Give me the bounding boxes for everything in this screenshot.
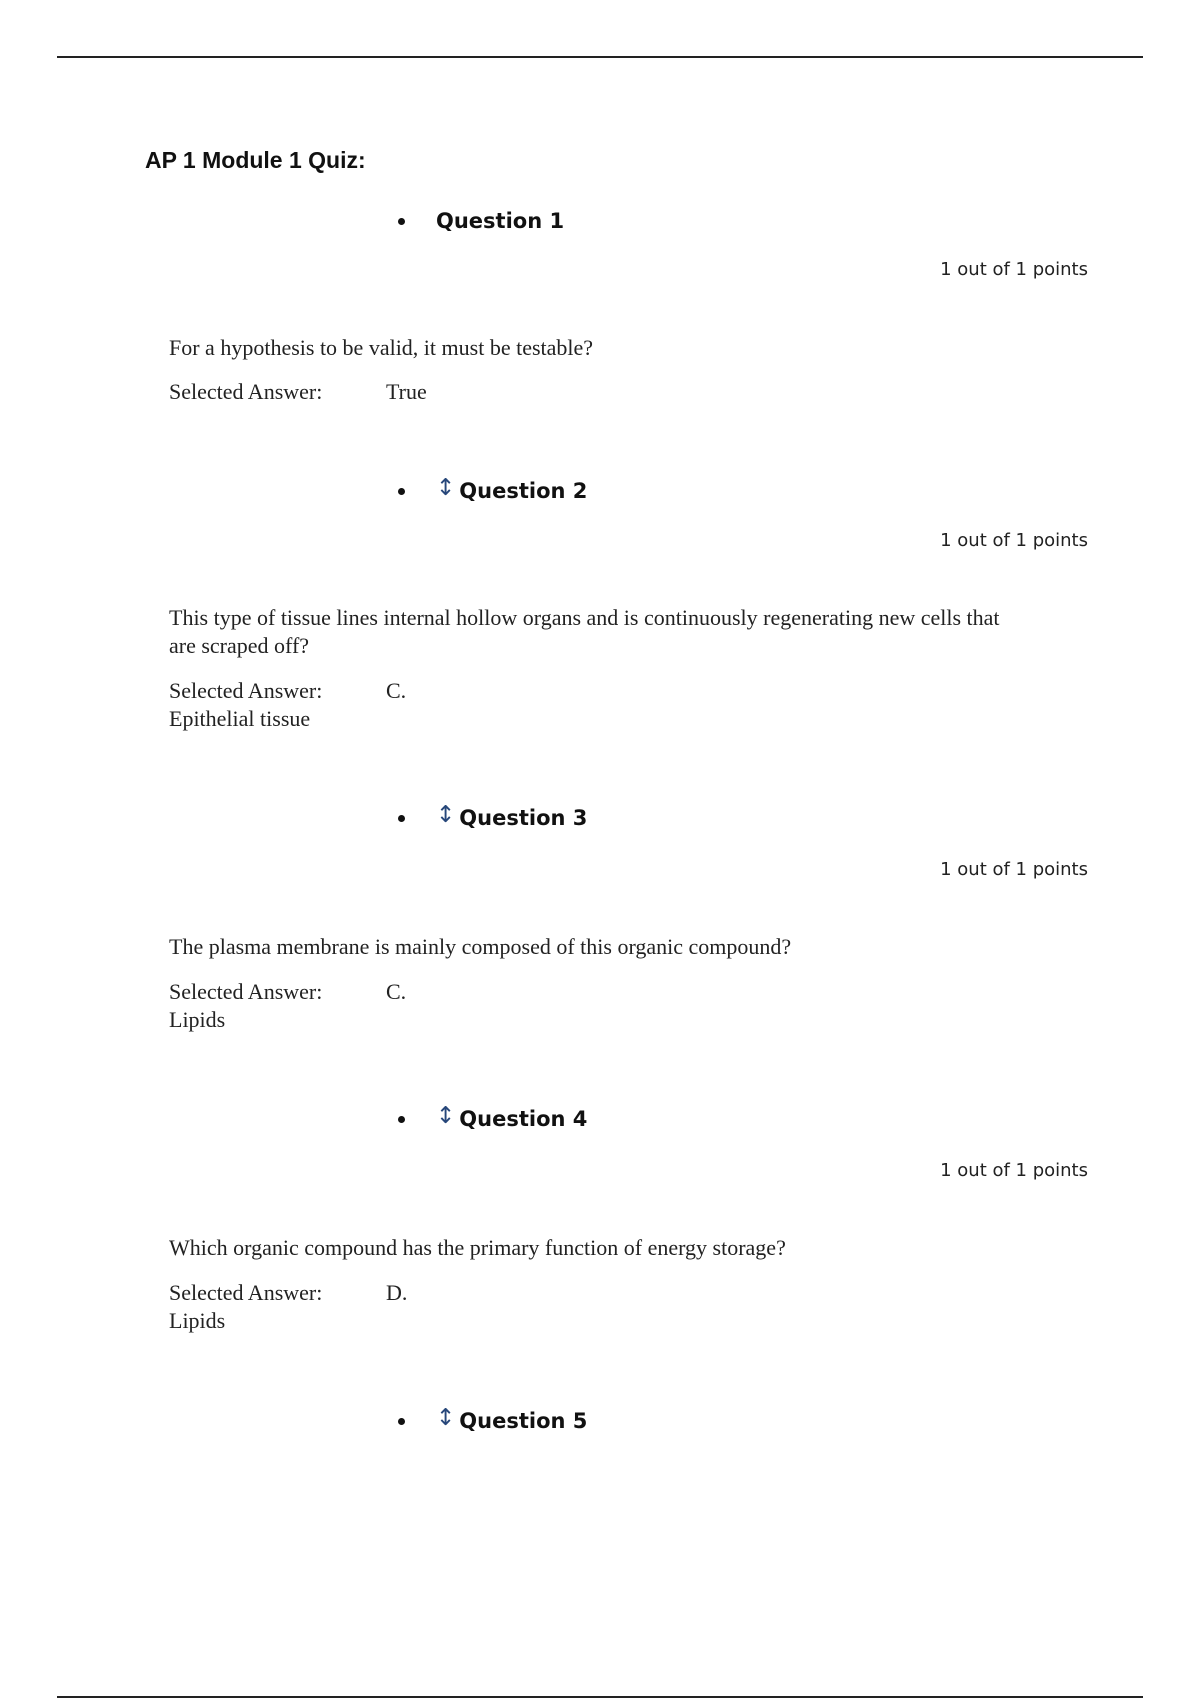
selected-answer-label: Selected Answer: xyxy=(169,379,323,404)
question-1-title: Question 1 xyxy=(436,209,565,233)
bullet-icon xyxy=(398,1418,405,1425)
sort-arrows-icon[interactable]: ↕ xyxy=(436,801,456,828)
question-1-points: 1 out of 1 points xyxy=(940,259,1088,280)
selected-answer-label: Selected Answer: xyxy=(169,1280,323,1305)
bullet-icon xyxy=(398,488,405,495)
question-4-answer-letter: D. xyxy=(386,1280,408,1305)
bottom-rule xyxy=(57,1696,1143,1698)
question-1-answer-value: True xyxy=(386,379,427,404)
question-3-answer xyxy=(169,978,769,1034)
question-3-heading xyxy=(398,803,587,833)
question-3-answer-letter: C. xyxy=(386,979,407,1004)
sort-arrows-icon[interactable]: ↕ xyxy=(436,1102,456,1129)
question-1-answer xyxy=(169,378,769,406)
selected-answer-label: Selected Answer: xyxy=(169,678,323,703)
question-2-answer-letter: C. xyxy=(386,678,407,703)
question-3-text: The plasma membrane is mainly composed of this organic compound? xyxy=(169,934,792,959)
sort-arrows-icon[interactable]: ↕ xyxy=(436,1404,456,1431)
sort-arrows-icon[interactable]: ↕ xyxy=(436,474,456,501)
bullet-icon xyxy=(398,218,405,225)
question-4-heading xyxy=(398,1104,587,1134)
bullet-icon xyxy=(398,1116,405,1123)
question-4-points: 1 out of 1 points xyxy=(940,1160,1088,1181)
question-3-answer-text: Lipids xyxy=(169,1007,226,1032)
page-title: AP 1 Module 1 Quiz: xyxy=(145,147,366,173)
question-4-answer xyxy=(169,1279,769,1335)
question-4-text: Which organic compound has the primary function of energy storage? xyxy=(169,1235,786,1260)
question-2-answer-text: Epithelial tissue xyxy=(169,706,311,731)
question-2-heading xyxy=(398,476,587,506)
bullet-icon xyxy=(398,815,405,822)
question-4-answer-text: Lipids xyxy=(169,1308,226,1333)
question-3-title: Question 3 xyxy=(459,806,588,830)
question-5-heading xyxy=(398,1406,587,1436)
question-2-answer xyxy=(169,677,769,733)
question-2-title: Question 2 xyxy=(459,479,588,503)
question-1-heading xyxy=(398,206,564,236)
selected-answer-label: Selected Answer: xyxy=(169,979,323,1004)
question-2-points: 1 out of 1 points xyxy=(940,530,1088,551)
question-1-text: For a hypothesis to be valid, it must be testable? xyxy=(169,335,594,360)
question-2-text: This type of tissue lines internal hollow organs and is continuously regenerating new cells that are scraped off? xyxy=(169,605,1000,658)
top-rule xyxy=(57,56,1143,58)
question-4-title: Question 4 xyxy=(459,1107,588,1131)
question-5-title: Question 5 xyxy=(459,1409,588,1433)
question-3-points: 1 out of 1 points xyxy=(940,859,1088,880)
